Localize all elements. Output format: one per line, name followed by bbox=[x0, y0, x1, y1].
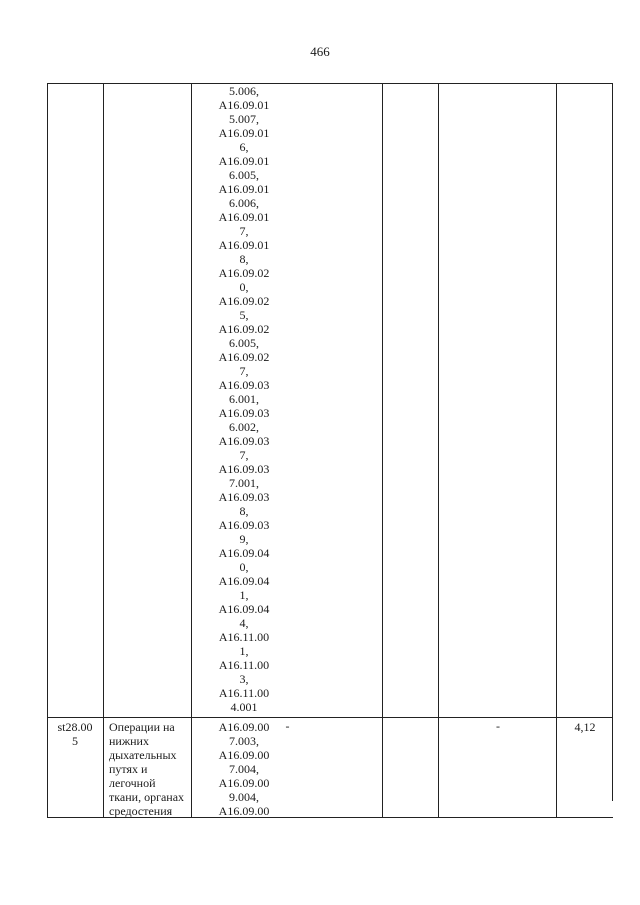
code-line: 6.002, bbox=[229, 420, 259, 434]
code-line: A16.09.00 bbox=[218, 720, 270, 734]
code-line: 7, bbox=[239, 448, 249, 462]
code-line: A16.09.01 bbox=[218, 98, 270, 112]
table bbox=[47, 83, 613, 818]
code-line: 9, bbox=[239, 532, 249, 546]
code-line: A16.09.00 bbox=[218, 804, 270, 818]
code-line: 7, bbox=[239, 364, 249, 378]
code-line: 7.001, bbox=[229, 476, 259, 490]
code-line: 4.001 bbox=[230, 700, 258, 714]
code-line: 7, bbox=[239, 224, 249, 238]
row-col3-value: - bbox=[285, 719, 290, 733]
code-line: A16.09.02 bbox=[218, 294, 270, 308]
code-line: A16.11.00 bbox=[218, 630, 270, 644]
code-line: 5.006, bbox=[229, 84, 259, 98]
code-line: 6.005, bbox=[229, 336, 259, 350]
code-line: A16.09.01 bbox=[218, 238, 270, 252]
code-line: 8, bbox=[239, 504, 249, 518]
code-line: A16.09.01 bbox=[218, 154, 270, 168]
page-number: 466 bbox=[310, 44, 330, 59]
row-col5-value: - bbox=[496, 719, 500, 733]
code-line: 5, bbox=[239, 308, 249, 322]
table-border-right bbox=[612, 83, 613, 801]
code-line: A16.09.02 bbox=[218, 266, 270, 280]
row-coefficient: 4,12 bbox=[574, 720, 596, 734]
row-name: Операции на нижних дыхательных путях и легочной ткани, органах средостения bbox=[109, 720, 185, 818]
code-line: 3, bbox=[239, 672, 249, 686]
code-line: 0, bbox=[239, 280, 249, 294]
code-line: A16.09.04 bbox=[218, 602, 270, 616]
code-line: A16.09.02 bbox=[218, 350, 270, 364]
code-line: A16.09.04 bbox=[218, 546, 270, 560]
code-line: A16.09.01 bbox=[218, 210, 270, 224]
code-line: A16.11.00 bbox=[218, 686, 270, 700]
table-border-col2 bbox=[191, 83, 192, 818]
code-line: 7.003, bbox=[229, 734, 259, 748]
code-line: A16.09.02 bbox=[218, 322, 270, 336]
code-line: 9.004, bbox=[229, 790, 259, 804]
row-codes-list bbox=[193, 720, 295, 818]
code-line: 6.006, bbox=[229, 196, 259, 210]
table-border-left bbox=[47, 83, 48, 818]
row-separator bbox=[47, 717, 613, 718]
table-border-col5 bbox=[556, 83, 557, 818]
code-line: A16.09.01 bbox=[218, 126, 270, 140]
table-border-col1 bbox=[103, 83, 104, 818]
code-line: 1, bbox=[239, 588, 249, 602]
code-line: 8, bbox=[239, 252, 249, 266]
table-border-col3 bbox=[382, 83, 383, 818]
code-line: A16.09.00 bbox=[218, 748, 270, 762]
code-line: A16.09.03 bbox=[218, 434, 270, 448]
code-line: A16.11.00 bbox=[218, 658, 270, 672]
code-line: 6, bbox=[239, 140, 249, 154]
table-border-top bbox=[47, 83, 613, 84]
table-border-col4 bbox=[438, 83, 439, 818]
code-line: A16.09.03 bbox=[218, 406, 270, 420]
code-line: 0, bbox=[239, 560, 249, 574]
row-code: st28.00 5 bbox=[57, 720, 93, 748]
code-line: 6.005, bbox=[229, 168, 259, 182]
code-line: A16.09.01 bbox=[218, 182, 270, 196]
continued-codes-list bbox=[193, 84, 295, 714]
code-line: 1, bbox=[239, 644, 249, 658]
code-line: 4, bbox=[239, 616, 249, 630]
code-line: A16.09.03 bbox=[218, 378, 270, 392]
code-line: 7.004, bbox=[229, 762, 259, 776]
code-line: A16.09.03 bbox=[218, 462, 270, 476]
code-line: 6.001, bbox=[229, 392, 259, 406]
code-line: A16.09.03 bbox=[218, 490, 270, 504]
code-line: A16.09.00 bbox=[218, 776, 270, 790]
code-line: A16.09.04 bbox=[218, 574, 270, 588]
code-line: 5.007, bbox=[229, 112, 259, 126]
code-line: A16.09.03 bbox=[218, 518, 270, 532]
